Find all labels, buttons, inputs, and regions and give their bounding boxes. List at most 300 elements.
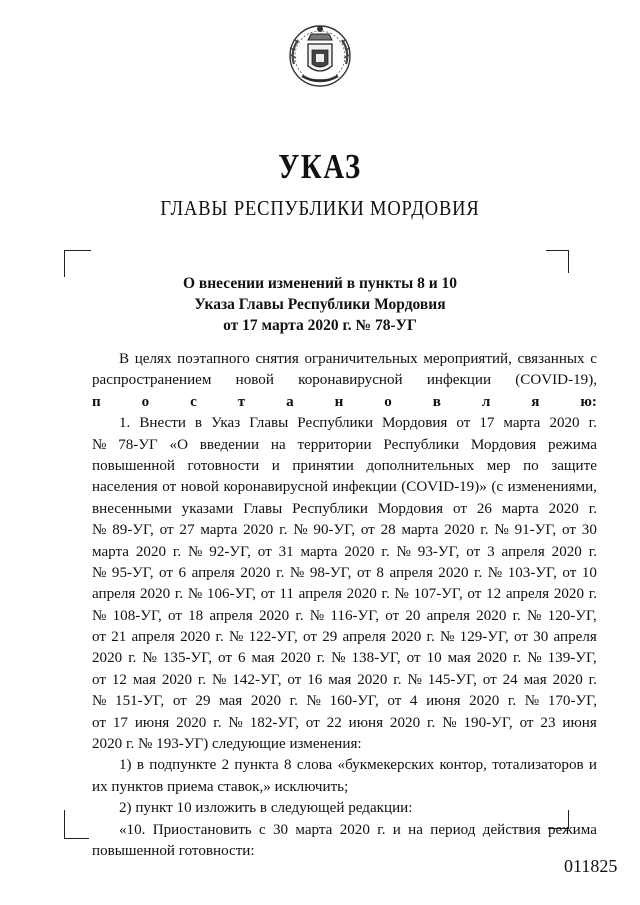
document-subtitle: ГЛАВЫ РЕСПУБЛИКИ МОРДОВИЯ bbox=[160, 196, 480, 220]
body-word: № bbox=[187, 586, 203, 603]
body-line bbox=[92, 499, 597, 520]
body-word: от bbox=[257, 543, 272, 560]
body-word: «букмекерских bbox=[337, 757, 435, 774]
body-word: № bbox=[188, 543, 203, 560]
body-line: 2) пункт 10 изложить в следующей редакции: bbox=[119, 800, 413, 817]
body-word: 29 bbox=[322, 629, 338, 646]
body-word: марта bbox=[300, 543, 338, 560]
body-word: 135-УГ, bbox=[162, 650, 213, 667]
body-word: 2020 bbox=[258, 607, 290, 624]
body-word: 2 bbox=[221, 757, 230, 774]
body-word: № bbox=[212, 671, 227, 688]
body-line bbox=[92, 670, 597, 691]
body-word: 2020 bbox=[140, 586, 171, 603]
body-word: мая bbox=[328, 671, 352, 688]
body-word: с bbox=[590, 351, 597, 367]
body-word: № bbox=[527, 650, 542, 667]
body-word: п bbox=[92, 393, 101, 410]
body-line bbox=[92, 370, 597, 391]
body-word: марта bbox=[503, 415, 541, 432]
body-word: 8 bbox=[376, 564, 384, 581]
body-word: т bbox=[237, 393, 246, 410]
body-word: от bbox=[159, 522, 174, 539]
body-word: 190-УГ, bbox=[463, 714, 513, 731]
body-word: № bbox=[92, 522, 107, 539]
body-word: действия bbox=[482, 821, 541, 838]
body-word: Мордовия bbox=[470, 436, 537, 453]
body-word: 18 bbox=[188, 607, 204, 624]
body-word: марта bbox=[92, 543, 129, 560]
body-word: г. bbox=[276, 564, 285, 581]
body-word: 116-УГ, bbox=[330, 607, 379, 624]
body-word: (COVID-19), bbox=[515, 372, 597, 389]
body-word: на bbox=[270, 436, 286, 453]
body-word: Республики bbox=[292, 500, 368, 517]
body-word: Внести bbox=[139, 415, 186, 432]
body-word: 3 bbox=[487, 543, 495, 560]
body-word: № bbox=[306, 693, 321, 710]
body-word: 8 bbox=[284, 757, 292, 774]
body-word: Главы bbox=[243, 500, 283, 517]
body-word: коронавирусной bbox=[223, 479, 329, 496]
body-word: мероприятий, bbox=[423, 351, 512, 367]
body-word: в bbox=[432, 393, 441, 410]
body-word: Республики bbox=[383, 436, 460, 453]
body-word: от bbox=[305, 714, 320, 731]
body-word: 93-УГ, bbox=[417, 543, 460, 560]
body-word: принятии bbox=[292, 457, 354, 474]
body-word: г. bbox=[480, 522, 489, 539]
body-word: 2020 bbox=[444, 522, 475, 539]
body-word: 89-УГ, bbox=[112, 522, 154, 539]
body-word: подпункте bbox=[149, 757, 217, 774]
body-word: 2020 bbox=[357, 671, 388, 688]
body-word: 30 bbox=[581, 522, 597, 539]
body-word: ю: bbox=[580, 393, 597, 410]
body-word: 108-УГ, bbox=[112, 607, 162, 624]
body-word: № bbox=[228, 629, 244, 646]
body-word: 1. bbox=[119, 415, 131, 432]
body-word: 2020 bbox=[552, 671, 583, 688]
body-word: я bbox=[531, 393, 540, 410]
body-word: 182-УГ, bbox=[249, 714, 299, 731]
body-word: 6 bbox=[237, 650, 246, 667]
body-line: повышенной готовности: bbox=[92, 842, 255, 859]
body-word: от bbox=[172, 693, 187, 710]
document-body bbox=[92, 349, 597, 862]
body-word: г. bbox=[279, 522, 288, 539]
body-word: 170-УГ, bbox=[547, 693, 597, 710]
body-word: 2020 bbox=[549, 415, 580, 432]
body-word: г. bbox=[197, 671, 207, 688]
body-word: апреля bbox=[298, 586, 342, 603]
body-word: 98-УГ, bbox=[309, 564, 352, 581]
body-word: ограничительных bbox=[304, 351, 418, 367]
body-word: от bbox=[167, 607, 182, 624]
body-line bbox=[92, 627, 597, 648]
body-word: 23 bbox=[540, 714, 556, 731]
body-word: № bbox=[527, 607, 542, 624]
body-word: на bbox=[408, 821, 423, 838]
body-word: 90-УГ, bbox=[313, 522, 356, 539]
body-word: 145-УГ, bbox=[427, 671, 477, 688]
body-line bbox=[92, 755, 597, 776]
body-word: мая bbox=[251, 650, 275, 667]
body-word: 151-УГ, bbox=[115, 693, 165, 710]
body-word: режима bbox=[548, 821, 597, 838]
body-word: 95-УГ, bbox=[111, 564, 154, 581]
body-word: 21 bbox=[111, 629, 127, 646]
body-word: г. bbox=[474, 564, 483, 581]
body-word: 103-УГ, bbox=[507, 564, 557, 581]
heading-line: от 17 марта 2020 г. № 78-УГ bbox=[223, 317, 417, 334]
body-word: № bbox=[92, 693, 107, 710]
body-word: 142-УГ, bbox=[232, 671, 282, 688]
body-word: г. bbox=[588, 415, 597, 432]
body-word: Главы bbox=[249, 415, 289, 432]
body-word: внесенными bbox=[92, 500, 172, 517]
body-word: марта bbox=[295, 821, 333, 838]
body-word: апреля bbox=[501, 543, 545, 560]
body-word: от bbox=[562, 522, 576, 539]
body-word: 120-УГ, bbox=[547, 607, 597, 624]
body-word: г. bbox=[393, 671, 402, 688]
body-word: № bbox=[293, 522, 308, 539]
body-word: указами bbox=[181, 500, 234, 517]
body-word: мая bbox=[132, 671, 156, 688]
body-word: 2020 bbox=[346, 586, 377, 603]
body-word: от bbox=[92, 671, 106, 688]
body-word: 2020 bbox=[180, 629, 211, 646]
body-word: 2020 bbox=[476, 607, 507, 624]
body-word: г. bbox=[381, 543, 390, 560]
body-word: 2020 bbox=[391, 629, 422, 646]
corner-mark-top-left bbox=[64, 250, 91, 277]
body-word: 107-УГ, bbox=[413, 586, 463, 603]
body-word: повышенной bbox=[92, 457, 175, 474]
body-word: снятия bbox=[255, 351, 299, 367]
body-word: от bbox=[92, 629, 106, 646]
body-word: в bbox=[136, 757, 144, 774]
body-word: 2020 bbox=[551, 543, 582, 560]
body-line bbox=[92, 392, 597, 413]
coat-of-arms-emblem-icon bbox=[280, 14, 360, 94]
body-line bbox=[92, 456, 597, 477]
body-word: г. bbox=[588, 671, 597, 688]
body-word: от bbox=[92, 714, 106, 731]
body-word: 22 bbox=[326, 714, 342, 731]
body-word: апреля bbox=[389, 564, 433, 581]
body-word: апреля bbox=[553, 629, 597, 646]
body-word: 30 bbox=[533, 629, 549, 646]
body-word: Приостановить bbox=[152, 821, 252, 838]
body-word: № bbox=[487, 564, 503, 581]
body-word: Республики bbox=[297, 415, 374, 432]
body-word: 91-УГ, bbox=[514, 522, 557, 539]
body-word: защите bbox=[551, 457, 597, 474]
body-word: 29 bbox=[195, 693, 211, 710]
body-word: апреля bbox=[209, 607, 253, 624]
body-line bbox=[92, 606, 597, 627]
body-word: 160-УГ, bbox=[329, 693, 379, 710]
body-word: 12 bbox=[486, 586, 502, 603]
body-word: 12 bbox=[111, 671, 127, 688]
body-word: 122-УГ, bbox=[248, 629, 298, 646]
body-word: введении bbox=[199, 436, 260, 453]
body-word: г. bbox=[588, 500, 597, 517]
body-word: г. bbox=[289, 693, 298, 710]
body-word: г. bbox=[512, 650, 522, 667]
body-word: 24 bbox=[502, 671, 518, 688]
body-word: апреля bbox=[426, 607, 470, 624]
body-word: 10 bbox=[581, 564, 597, 581]
body-word: № bbox=[289, 564, 305, 581]
body-word: № bbox=[407, 671, 422, 688]
body-line bbox=[92, 691, 597, 712]
body-word: период bbox=[430, 821, 476, 838]
body-word: 2020 bbox=[339, 821, 370, 838]
body-word: от bbox=[514, 629, 528, 646]
body-word: связанных bbox=[517, 351, 585, 367]
body-line bbox=[92, 520, 597, 541]
body-word: 2020 bbox=[469, 693, 500, 710]
body-word: марта bbox=[401, 522, 439, 539]
body-word: марта bbox=[501, 500, 539, 517]
body-word: 1) bbox=[119, 757, 132, 774]
body-word: № bbox=[394, 586, 409, 603]
body-word: г. bbox=[215, 629, 224, 646]
body-word: 2020 bbox=[92, 650, 123, 667]
body-word: апреля bbox=[342, 629, 386, 646]
body-word: В bbox=[119, 351, 130, 367]
body-word: марта bbox=[200, 522, 238, 539]
body-word: 2020 bbox=[553, 586, 585, 603]
body-word: по bbox=[523, 457, 539, 474]
body-word: 17 bbox=[479, 415, 495, 432]
body-word: новой bbox=[235, 372, 274, 389]
body-word: 4 bbox=[409, 693, 418, 710]
body-word: 138-УГ, bbox=[351, 650, 401, 667]
body-word: от bbox=[385, 607, 400, 624]
body-word: от bbox=[159, 564, 173, 581]
body-word: н bbox=[334, 393, 344, 410]
body-word: (с bbox=[491, 479, 504, 496]
body-word: от bbox=[406, 650, 421, 667]
body-word: инфекции bbox=[426, 372, 492, 389]
body-line bbox=[92, 563, 597, 584]
body-word: в bbox=[194, 415, 203, 432]
body-word: 2020 bbox=[243, 522, 274, 539]
body-word: 2020 bbox=[344, 543, 375, 560]
body-word: новой bbox=[180, 479, 219, 496]
body-word: пункта bbox=[234, 757, 279, 774]
body-word: о bbox=[384, 393, 392, 410]
body-word: «10. bbox=[119, 821, 146, 838]
body-word: апреля bbox=[505, 586, 550, 603]
body-word: г. bbox=[507, 693, 517, 710]
body-word: 2020 bbox=[476, 650, 507, 667]
body-line bbox=[92, 713, 597, 734]
body-word: 139-УГ, bbox=[547, 650, 597, 667]
body-word: готовности bbox=[187, 457, 260, 474]
body-word: 92-УГ, bbox=[209, 543, 251, 560]
body-word: от bbox=[260, 586, 275, 603]
body-word: г. bbox=[377, 821, 386, 838]
body-word: г. bbox=[295, 607, 304, 624]
body-line bbox=[92, 477, 597, 498]
body-word: апреля bbox=[131, 629, 175, 646]
body-word: г. bbox=[381, 586, 390, 603]
body-word: г. bbox=[316, 650, 326, 667]
body-word: от bbox=[387, 693, 402, 710]
body-word: 28 bbox=[380, 522, 396, 539]
body-line bbox=[92, 349, 597, 370]
body-word: от bbox=[467, 586, 482, 603]
body-word: изменениями, bbox=[507, 479, 597, 496]
body-word: и bbox=[588, 757, 597, 774]
body-word: 2020 bbox=[438, 564, 469, 581]
body-word: от bbox=[519, 714, 534, 731]
body-word: г. bbox=[174, 586, 184, 603]
body-word: 2020 bbox=[176, 714, 207, 731]
body-word: л bbox=[481, 393, 491, 410]
corner-mark-top-right bbox=[546, 250, 569, 273]
body-word: 2020 bbox=[250, 693, 282, 710]
body-word: мая bbox=[219, 693, 243, 710]
body-word: дополнительных bbox=[366, 457, 475, 474]
body-word: 2020 bbox=[389, 714, 421, 731]
body-word: 31 bbox=[278, 543, 294, 560]
body-word: Мордовия bbox=[377, 500, 444, 517]
body-word: 10 bbox=[426, 650, 442, 667]
body-word: 2020 bbox=[161, 671, 192, 688]
body-word: мая bbox=[447, 650, 471, 667]
body-line: 2020 г. № 193-УГ) следующие изменения: bbox=[92, 736, 362, 753]
body-word: № bbox=[494, 522, 509, 539]
body-word: целях bbox=[134, 351, 172, 367]
body-word: с bbox=[190, 393, 197, 410]
body-word: г. bbox=[426, 629, 435, 646]
body-word: 16 bbox=[307, 671, 323, 688]
body-line: их пунктов приема ставок,» исключить; bbox=[92, 778, 349, 795]
body-word: г. bbox=[172, 543, 182, 560]
body-word: 27 bbox=[179, 522, 195, 539]
document-heading bbox=[170, 273, 470, 336]
body-word: слова bbox=[296, 757, 333, 774]
body-word: контор, bbox=[439, 757, 487, 774]
body-word: № bbox=[92, 607, 107, 624]
body-line bbox=[92, 820, 597, 841]
body-word: с bbox=[258, 821, 266, 838]
body-word: 20 bbox=[405, 607, 421, 624]
body-word: г. bbox=[128, 650, 137, 667]
body-word: и bbox=[392, 821, 401, 838]
body-word: № bbox=[396, 543, 411, 560]
body-word: 26 bbox=[476, 500, 492, 517]
body-word: от bbox=[466, 543, 481, 560]
body-word: г. bbox=[588, 543, 597, 560]
body-word: № bbox=[92, 564, 107, 581]
body-word: 2020 bbox=[135, 543, 167, 560]
body-line bbox=[92, 648, 597, 669]
document-title: УКАЗ bbox=[278, 147, 362, 186]
body-word: № bbox=[331, 650, 346, 667]
body-word: (COVID-19)» bbox=[401, 479, 487, 496]
body-word: июня bbox=[562, 714, 597, 731]
body-word: режима bbox=[548, 436, 597, 453]
body-word: распространением bbox=[92, 372, 212, 389]
body-word: инфекции bbox=[332, 479, 397, 496]
body-word: 2020 bbox=[548, 500, 579, 517]
body-word: г. bbox=[213, 714, 222, 731]
body-word: от bbox=[562, 564, 577, 581]
body-word: июня bbox=[426, 693, 461, 710]
body-word: от bbox=[303, 629, 317, 646]
body-word: г. bbox=[427, 714, 436, 731]
body-word: от bbox=[356, 564, 371, 581]
body-line bbox=[92, 584, 597, 605]
body-word: мер bbox=[486, 457, 511, 474]
body-word: июня bbox=[348, 714, 384, 731]
body-word: 11 bbox=[279, 586, 294, 603]
body-word: от bbox=[218, 650, 232, 667]
body-word: апреля bbox=[92, 586, 136, 603]
body-word: № bbox=[228, 714, 243, 731]
corner-mark-bottom-left bbox=[64, 810, 89, 839]
body-word: г. bbox=[588, 586, 597, 603]
body-word: 17 bbox=[112, 714, 128, 731]
form-serial-number: 011825 bbox=[564, 856, 618, 876]
body-word: 129-УГ, bbox=[459, 629, 509, 646]
body-line bbox=[92, 542, 597, 563]
body-word: «О bbox=[169, 436, 188, 453]
body-word: и bbox=[271, 457, 280, 474]
body-word: населения bbox=[92, 479, 158, 496]
body-word: поэтапного bbox=[177, 351, 250, 367]
body-word: от bbox=[456, 415, 471, 432]
body-word: № bbox=[442, 714, 457, 731]
heading-line: О внесении изменений в пункты 8 и 10 bbox=[182, 275, 458, 292]
body-word: 6 bbox=[178, 564, 187, 581]
body-word: июня bbox=[134, 714, 170, 731]
body-line bbox=[92, 413, 597, 434]
body-word: 2020 bbox=[240, 564, 271, 581]
body-word: 106-УГ, bbox=[206, 586, 257, 603]
body-word: 30 bbox=[273, 821, 289, 838]
heading-line: Указа Главы Республики Мордовия bbox=[194, 296, 446, 313]
body-line bbox=[92, 435, 597, 456]
body-word: а bbox=[286, 393, 294, 410]
body-word: № bbox=[309, 607, 325, 624]
body-word: апреля bbox=[191, 564, 235, 581]
body-word: о bbox=[141, 393, 150, 410]
body-word: Мордовия bbox=[382, 415, 448, 432]
body-word: коронавирусной bbox=[298, 372, 403, 389]
body-word: тотализаторов bbox=[492, 757, 584, 774]
body-word: г. bbox=[512, 607, 521, 624]
body-word: от bbox=[287, 671, 302, 688]
body-word: территории bbox=[297, 436, 372, 453]
body-word: № bbox=[524, 693, 540, 710]
body-word: мая bbox=[523, 671, 547, 688]
body-word: № bbox=[440, 629, 455, 646]
body-word: от bbox=[452, 500, 467, 517]
body-word: от bbox=[360, 522, 375, 539]
body-word: № bbox=[142, 650, 157, 667]
body-word: от bbox=[482, 671, 497, 688]
body-word: Указ bbox=[211, 415, 241, 432]
body-word: 2020 bbox=[280, 650, 311, 667]
